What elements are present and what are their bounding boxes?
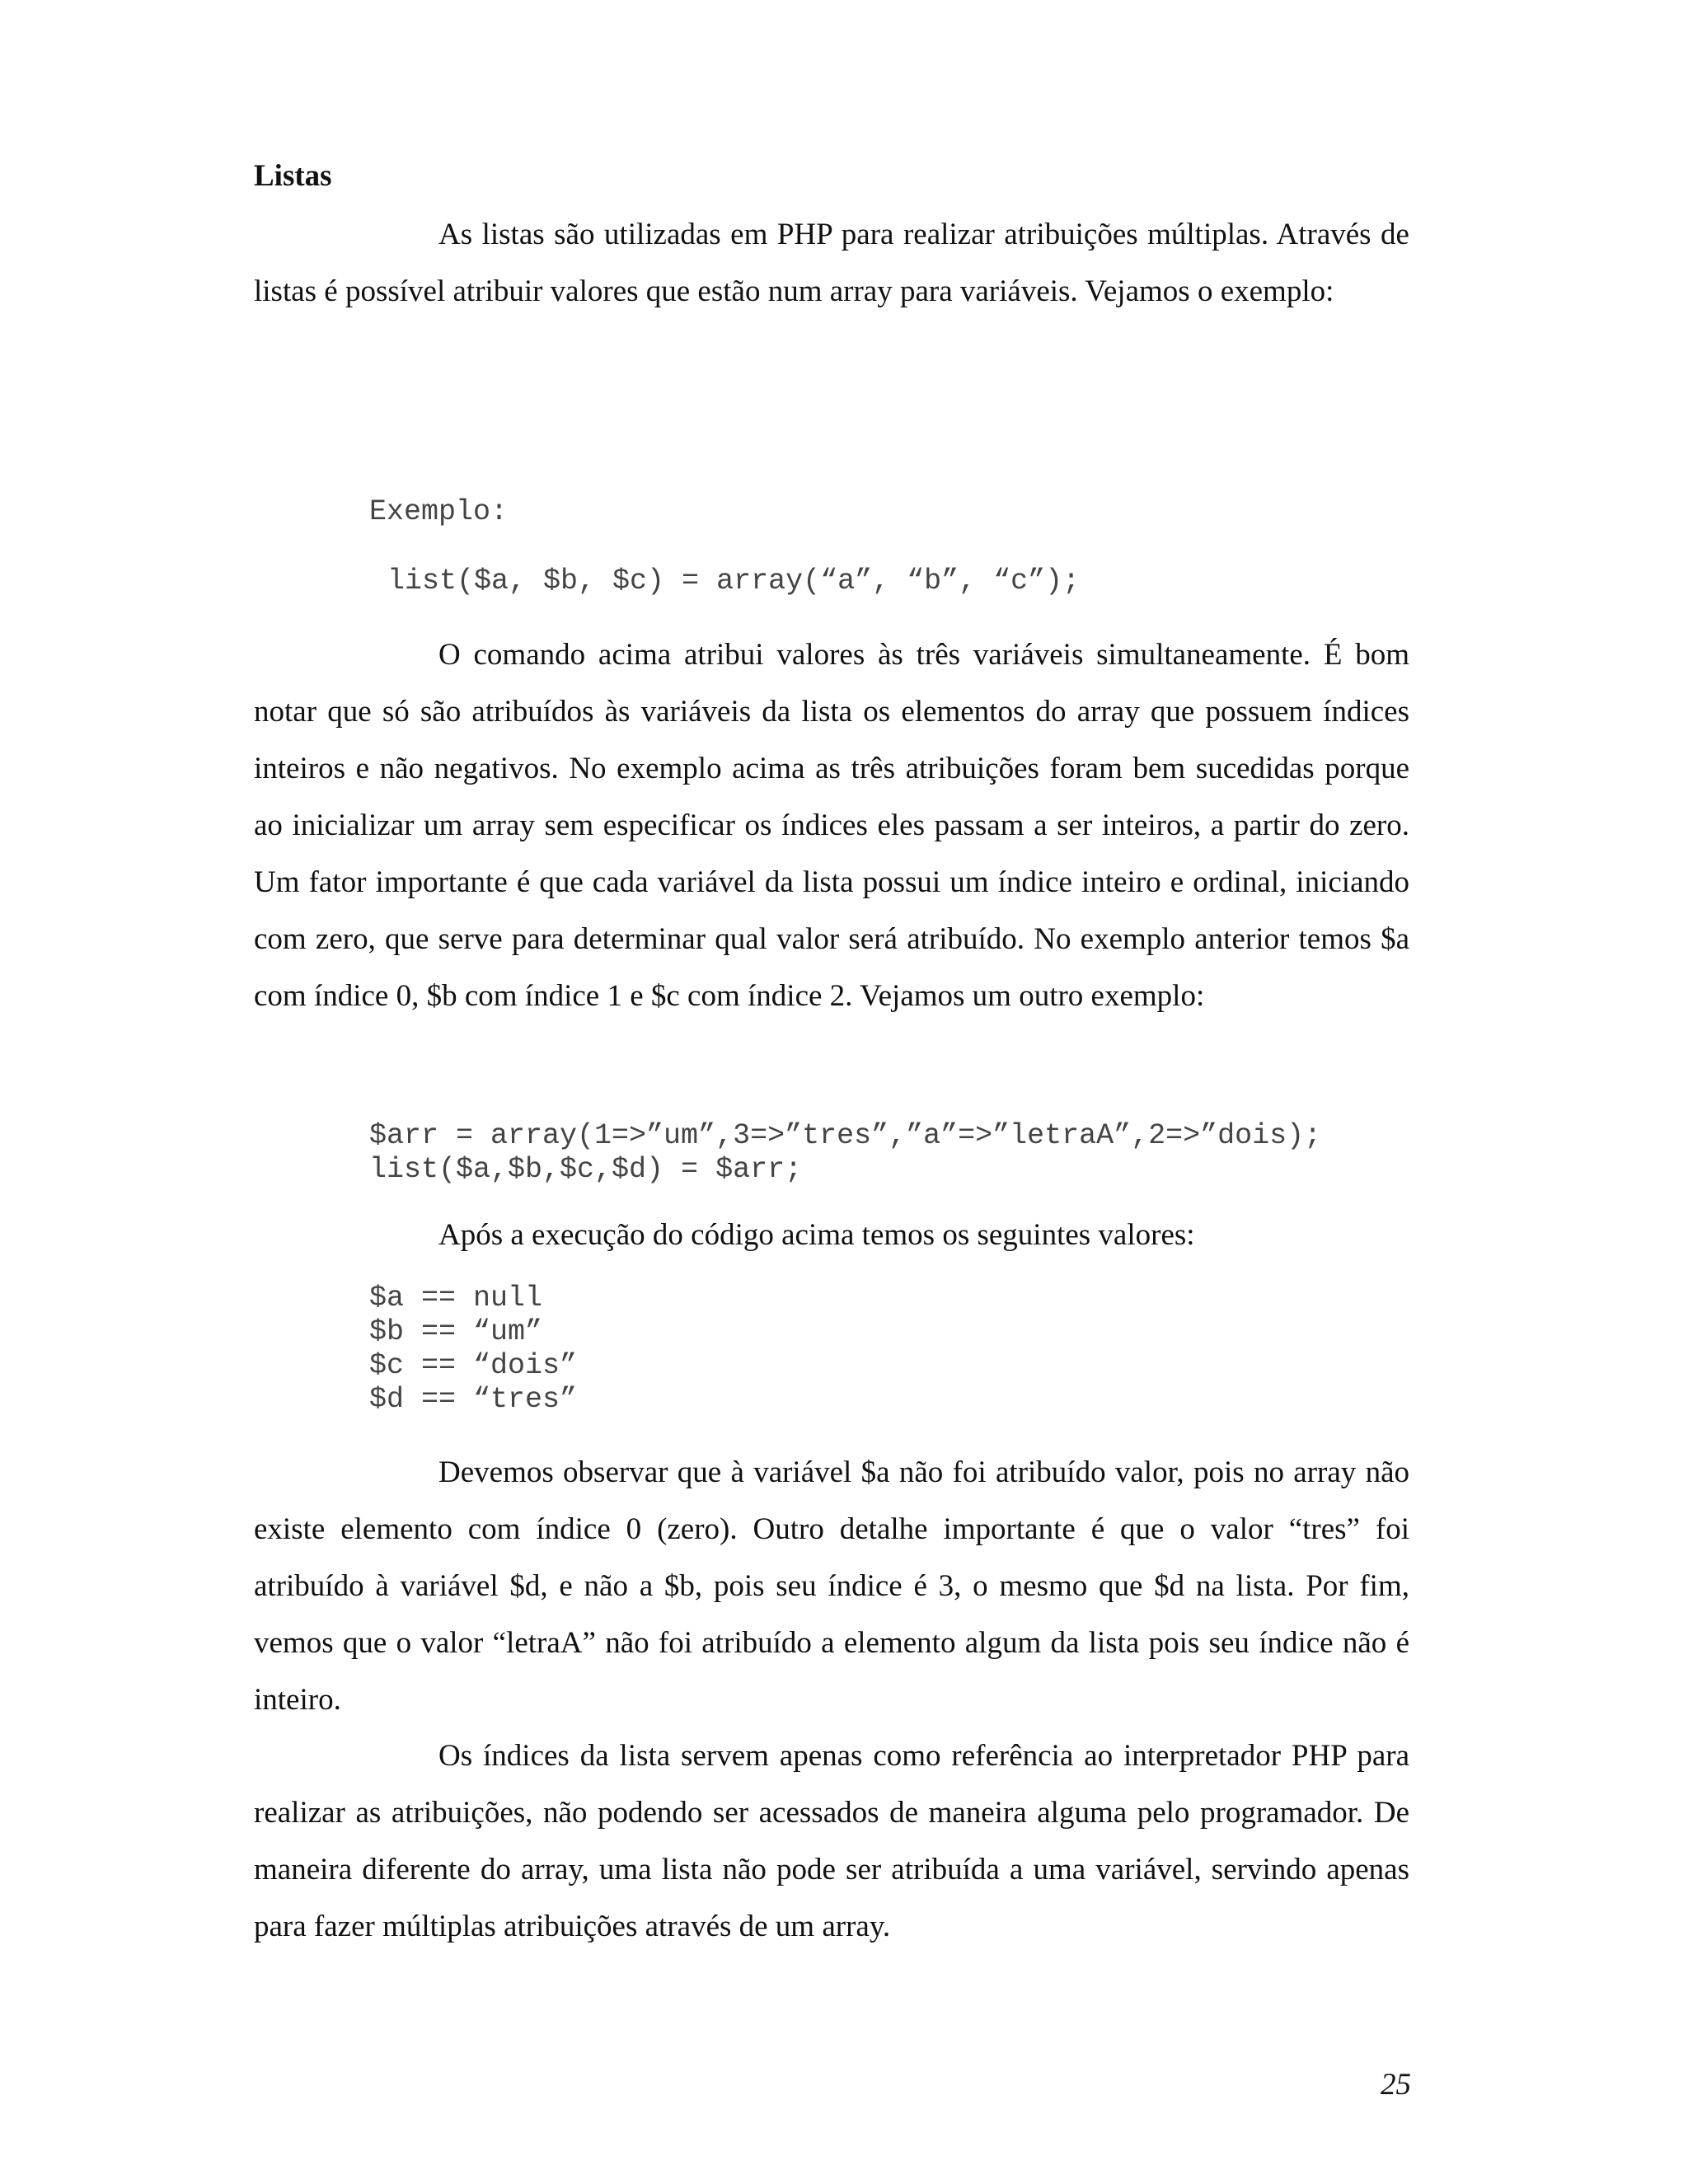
- conclusion-paragraph: [254, 1727, 1409, 1955]
- intro-line: o exemplo:: [1197, 274, 1334, 308]
- observation-line: índice não é inteiro.: [254, 1626, 1410, 1717]
- result-line: $a == null: [369, 1282, 543, 1315]
- conclusion-line: variável, servindo apenas para fazer múltiplas atribuições através de um array.: [254, 1853, 1410, 1943]
- result-line: $b == “um”: [369, 1315, 543, 1348]
- intro-line: Através de listas é possível atribuir valores que estão num array para variáveis. Vejamos: [254, 218, 1409, 308]
- explanation-line: O comando acima atribui valores às três variáveis simultaneamente. É: [438, 638, 1343, 672]
- explanation-line: sucedidas porque ao inicializar um array sem especificar os índices eles passam a ser: [254, 752, 1410, 842]
- code-line: list($a,$b,$c,$d) = $arr;: [369, 1153, 803, 1186]
- conclusion-line: Os índices da lista servem apenas como referência ao interpretador PHP: [438, 1739, 1347, 1773]
- explanation-line: bom notar que só são atribuídos às variáveis da lista os elementos do array que possuem: [254, 638, 1409, 729]
- result-line: $d == “tres”: [369, 1383, 578, 1416]
- results-intro: Após a execução do código acima temos os seguintes valores:: [438, 1218, 1195, 1252]
- explanation-line: índices inteiros e não negativos. No exemplo acima as três atribuições foram bem: [254, 695, 1409, 785]
- code-line: $arr = array(1=>”um”,3=>”tres”,”a”=>”letraA”,2=>”dois);: [369, 1119, 1322, 1152]
- explanation-line: atribuído. No exemplo anterior temos $a com índice 0, $b com índice 1 e $c com índice: [254, 922, 1410, 1013]
- result-line: $c == “dois”: [369, 1349, 578, 1382]
- intro-line: As listas são utilizadas em PHP para realizar atribuições múltiplas.: [438, 218, 1269, 251]
- conclusion-line: para realizar as atribuições, não podendo ser acessados de maneira alguma pelo: [254, 1739, 1409, 1830]
- observation-line: fim, vemos que o valor “letraA” não foi atribuído a elemento algum da lista pois seu: [254, 1569, 1409, 1660]
- observation-line: não existe elemento com índice 0 (zero). Outro detalhe importante é que o valor “tres”: [254, 1455, 1410, 1546]
- observation-line: foi atribuído à variável $d, e não a $b, pois seu índice é 3, o mesmo que $d na lista. Por: [254, 1512, 1409, 1603]
- page-number: 25: [1381, 2068, 1411, 2102]
- explanation-line: 2. Vejamos um outro exemplo:: [829, 979, 1205, 1013]
- observation-line: Devemos observar que à variável $a não foi atribuído valor, pois no array: [438, 1455, 1357, 1489]
- intro-paragraph: [254, 206, 1409, 320]
- conclusion-line: programador. De maneira diferente do array, uma lista não pode ser atribuída a uma: [254, 1796, 1409, 1886]
- example-label: Exemplo:: [369, 495, 509, 528]
- example-code: list($a, $b, $c) = array(“a”, “b”, “c”);: [387, 565, 1081, 598]
- section-heading: Listas: [254, 159, 332, 193]
- explanation-line: índice inteiro e ordinal, iniciando com zero, que serve para determinar qual valor será: [254, 865, 1409, 956]
- observation-paragraph: [254, 1444, 1409, 1728]
- explanation-line: inteiros, a partir do zero. Um fator importante é que cada variável da lista possui um: [254, 808, 1409, 899]
- explanation-paragraph: [254, 626, 1409, 1024]
